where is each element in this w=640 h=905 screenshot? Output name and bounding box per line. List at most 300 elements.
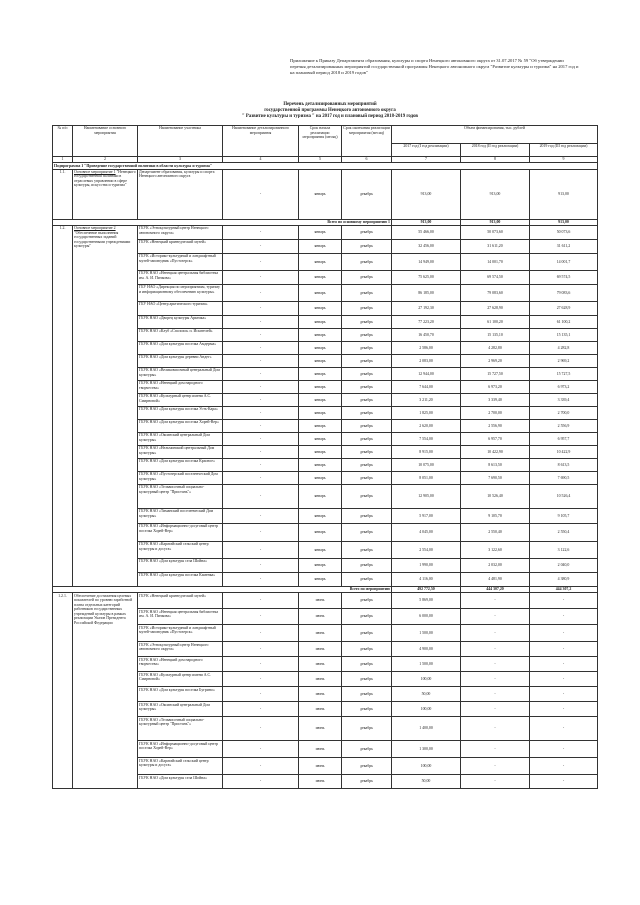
row-v2017: 50,00 (392, 687, 461, 702)
row-end: декабрь (342, 572, 392, 586)
row-description: - (223, 239, 299, 253)
row-start: июнь (299, 657, 342, 672)
row-v2018: 14 001,70 (461, 253, 530, 270)
row-start: январь (299, 380, 342, 393)
row-v2019: 7 690,5 (530, 471, 598, 484)
row-description: - (223, 301, 299, 315)
row-start: январь (299, 315, 342, 328)
row-description: - (223, 687, 299, 702)
row-end: декабрь (342, 406, 392, 419)
row-description: - (223, 253, 299, 270)
row-description: - (223, 328, 299, 341)
row-end: декабрь (342, 270, 392, 284)
row-v2017: 55 466,00 (392, 225, 461, 239)
row-participant: ГБУК НАО «Клуб «Сполохи» п. Искателей» (138, 328, 223, 341)
row-description: - (223, 741, 299, 758)
col-number: 8 (461, 157, 530, 163)
row-participant: ГБУК НАО «Оксинский центральный Дом культуры» (138, 432, 223, 445)
row-v2017: 8 051,00 (392, 471, 461, 484)
row-participant: ГБУК НАО «Дом культуры поселка Усть-Кара» (138, 406, 223, 419)
row-start: январь (299, 253, 342, 270)
total-v2017: 492 772,50 (392, 586, 461, 592)
row-end: декабрь (342, 284, 392, 301)
row-v2019: 10 422,9 (530, 445, 598, 458)
row-start: январь (299, 484, 342, 508)
row-v2019: - (530, 758, 598, 775)
row-start: январь (299, 558, 342, 572)
header-start: Срок начала реализации мероприятия (месяц) (299, 126, 342, 157)
row-end: декабрь (342, 471, 392, 484)
row-participant: ГБУК НАО «Ненецкая центральная библиотека им. А. И. Пичкова» (138, 270, 223, 284)
row-description: - (223, 380, 299, 393)
row-start: июнь (299, 593, 342, 609)
row-v2017: 1 300,00 (392, 741, 461, 758)
row-no: 1.2.1. (53, 593, 73, 789)
row-description: - (223, 445, 299, 458)
row-v2017: 10 075,00 (392, 458, 461, 471)
row-v2018: 7 690,50 (461, 471, 530, 484)
total-v2018: 913,00 (461, 219, 530, 225)
row-description: - (223, 169, 299, 219)
row-v2018: 4 282,80 (461, 341, 530, 354)
row-start: июнь (299, 741, 342, 758)
row-v2019: - (530, 717, 598, 741)
row-v2017: 12 944,00 (392, 367, 461, 380)
total-v2019: 444 307,2 (530, 586, 598, 592)
row-v2017: 16 450,70 (392, 328, 461, 341)
row-start: январь (299, 471, 342, 484)
row-v2017: 75 625,00 (392, 270, 461, 284)
row-v2018: 15 135,10 (461, 328, 530, 341)
row-end: декабрь (342, 419, 392, 432)
header-end: Срок окончания реализации мероприятия (месяц) (342, 126, 392, 157)
row-end: декабрь (342, 239, 392, 253)
row-start: январь (299, 508, 342, 523)
row-v2017: 4 045,00 (392, 523, 461, 541)
row-v2018: 9 105,70 (461, 508, 530, 523)
row-start: январь (299, 328, 342, 341)
row-v2019: - (530, 687, 598, 702)
row-start: январь (299, 445, 342, 458)
row-end: декабрь (342, 341, 392, 354)
row-v2018: 2 032,00 (461, 558, 530, 572)
title-line: " Развитие культуры и туризма " на 2017 год и плановый период 2018-2019 годов (242, 114, 418, 120)
row-v2018: 913,00 (461, 169, 530, 219)
row-start: июнь (299, 775, 342, 789)
row-description: - (223, 341, 299, 354)
title-line: государственной программы Ненецкого автономного округа (264, 108, 396, 114)
row-v2018: - (461, 609, 530, 625)
row-start: июнь (299, 642, 342, 657)
row-v2017: 77 223,20 (392, 315, 461, 328)
row-v2018: 2 550,40 (461, 523, 530, 541)
row-participant: ГБУК НАО «Дом культуры деревни Андег» (138, 354, 223, 367)
row-v2017: 2 554,00 (392, 541, 461, 558)
header-volume: Объем финансирования, тыс. рублей (392, 126, 598, 144)
row-start: январь (299, 393, 342, 406)
row-v2019: 31 611,2 (530, 239, 598, 253)
row-participant: ГБУ НАО «Дирекция по мероприятиям, туризму и информационному обеспечению культуры» (138, 284, 223, 301)
row-participant: ГБУК «Этнокультурный центр Ненецкого автономного округа» (138, 642, 223, 657)
row-start: январь (299, 541, 342, 558)
row-end: декабрь (342, 328, 392, 341)
row-start: июнь (299, 702, 342, 717)
row-description: - (223, 484, 299, 508)
row-name (73, 169, 138, 219)
col-number: 6 (342, 157, 392, 163)
row-description: - (223, 458, 299, 471)
row-description: - (223, 315, 299, 328)
row-v2019: 9 105,7 (530, 508, 598, 523)
row-end: декабрь (342, 354, 392, 367)
row-v2019: - (530, 625, 598, 642)
row-v2019: 913,00 (530, 169, 598, 219)
row-end: декабрь (342, 672, 392, 687)
title-line: Перечень детализированных мероприятий (283, 102, 377, 107)
row-v2019: 4 380,9 (530, 572, 598, 586)
row-participant: ГБУК НАО «Ненецкая центральная библиотека им. А. И. Пичкова» (138, 609, 223, 625)
row-participant: ГБУК «Ненецкий краеведческий музей» (138, 593, 223, 609)
row-v2017: 5 917,00 (392, 508, 461, 523)
col-number: 2 (73, 157, 138, 163)
row-start: июнь (299, 717, 342, 741)
row-participant: ГБУК НАО «Дом культуры села Шойна» (138, 775, 223, 789)
row-participant: ГБУК НАО «Дом культуры поселка Каменка» (138, 572, 223, 586)
row-participant: ГБУ НАО «Центр арктического туризма» (138, 301, 223, 315)
row-v2018: - (461, 672, 530, 687)
row-v2017: 2 620,00 (392, 419, 461, 432)
row-end: декабрь (342, 741, 392, 758)
row-end: декабрь (342, 657, 392, 672)
row-description: - (223, 541, 299, 558)
measures-table (52, 125, 598, 789)
row-v2018: 2 556,90 (461, 419, 530, 432)
row-description: - (223, 523, 299, 541)
row-v2019: - (530, 593, 598, 609)
row-end: декабрь (342, 642, 392, 657)
row-description: - (223, 672, 299, 687)
row-v2019: 2 040,0 (530, 558, 598, 572)
row-start: январь (299, 406, 342, 419)
row-end: декабрь (342, 609, 392, 625)
row-v2018: - (461, 741, 530, 758)
row-no: 1.1. (53, 169, 73, 219)
row-start: январь (299, 367, 342, 380)
header-participant: Наименование участника (138, 126, 223, 157)
row-v2018: 69 574,50 (461, 270, 530, 284)
row-v2019: - (530, 702, 598, 717)
col-number: 1 (53, 157, 73, 163)
row-v2019: 14 001,7 (530, 253, 598, 270)
row-end: декабрь (342, 541, 392, 558)
row-v2018: 10 526,40 (461, 484, 530, 508)
row-v2017: 14 949,00 (392, 253, 461, 270)
row-participant: ГБУК НАО «Дом культуры села Шойна» (138, 558, 223, 572)
row-participant: ГБУК НАО «Дом культуры поселка Красное» (138, 458, 223, 471)
row-end: декабрь (342, 393, 392, 406)
row-name-main: Основное мероприятие 1 (74, 169, 116, 174)
header-row (53, 126, 598, 144)
row-end: декабрь (342, 523, 392, 541)
row-participant: ГБУК НАО «Дом культуры поселка Хорей-Вер» (138, 419, 223, 432)
row-v2019: 2 969,2 (530, 354, 598, 367)
col-number: 7 (392, 157, 461, 163)
row-start: январь (299, 239, 342, 253)
row-no: 1.2. (53, 225, 73, 586)
row-end: декабрь (342, 717, 392, 741)
row-v2019: 4 282,8 (530, 341, 598, 354)
row-participant: ГБУК НАО «Тельвисочный социально-культурный центр "Пристань"» (138, 717, 223, 741)
row-v2017: 1 500,00 (392, 625, 461, 642)
row-end: декабрь (342, 758, 392, 775)
row-v2018: - (461, 593, 530, 609)
row-v2017: 100,00 (392, 702, 461, 717)
row-v2017: 6 000,00 (392, 609, 461, 625)
row-start: январь (299, 341, 342, 354)
row-v2017: 100,00 (392, 758, 461, 775)
row-v2018: 6 973,20 (461, 380, 530, 393)
row-v2019: 79 083,6 (530, 284, 598, 301)
row-end: декабрь (342, 432, 392, 445)
col-number: 9 (530, 157, 598, 163)
row-v2019: 61 100,2 (530, 315, 598, 328)
row-v2018: 15 727,50 (461, 367, 530, 380)
row-v2019: 15 135,1 (530, 328, 598, 341)
row-description: - (223, 225, 299, 239)
row-v2019: 2 700,0 (530, 406, 598, 419)
row-end: декабрь (342, 775, 392, 789)
row-v2018: - (461, 775, 530, 789)
row-end: декабрь (342, 458, 392, 471)
row-v2019: 2 550,4 (530, 523, 598, 541)
row-description: - (223, 432, 299, 445)
row-participant: ГБУК НАО «Информационно-досуговый центр поселка Хорей-Вер» (138, 523, 223, 541)
total-v2019: 913,00 (530, 219, 598, 225)
row-v2019: 15 727,5 (530, 367, 598, 380)
col-number: 5 (299, 157, 342, 163)
row-participant: ГБУК НАО «Дом культуры поселка Амдерма» (138, 341, 223, 354)
row-v2018: 2 969,20 (461, 354, 530, 367)
row-participant: ГБУК НАО «Оксинский центральный Дом культуры» (138, 702, 223, 717)
row-participant: Департамент образования, культуры и спорта Ненецкого автономного округа (138, 169, 223, 219)
row-description: - (223, 354, 299, 367)
row-v2018: 27 628,90 (461, 301, 530, 315)
row-v2017: 7 644,00 (392, 380, 461, 393)
total-v2018: 444 307,20 (461, 586, 530, 592)
header-2018: 2018 год (II год реализации) (461, 144, 530, 157)
row-v2018: 8 613,50 (461, 458, 530, 471)
row-start: январь (299, 432, 342, 445)
row-end: декабрь (342, 225, 392, 239)
row-v2018: - (461, 758, 530, 775)
row-v2017: 4 116,00 (392, 572, 461, 586)
row-v2018: - (461, 717, 530, 741)
row-v2017: 27 192,30 (392, 301, 461, 315)
row-v2017: 86 185,00 (392, 284, 461, 301)
row-v2017: 2 586,00 (392, 341, 461, 354)
row-end: декабрь (342, 367, 392, 380)
row-start: январь (299, 270, 342, 284)
subprogram-title: Подпрограмма 1 "Проведение государственной политики в области культуры и туризма" (53, 163, 598, 169)
row-end: декабрь (342, 169, 392, 219)
table-row (53, 225, 598, 239)
row-description: - (223, 717, 299, 741)
col-number: 4 (223, 157, 299, 163)
row-v2019: 6 957,7 (530, 432, 598, 445)
row-v2018: 61 100,20 (461, 315, 530, 328)
row-participant: ГБУК НАО «Ненецкий дом народного творчества» (138, 657, 223, 672)
row-end: декабрь (342, 687, 392, 702)
row-v2018: 4 481,90 (461, 572, 530, 586)
row-v2019: 6 973,2 (530, 380, 598, 393)
table-row (53, 169, 598, 219)
total-label: Всего по основному мероприятию 1 (53, 219, 392, 225)
row-v2019: 50 073,6 (530, 225, 598, 239)
row-start: июнь (299, 758, 342, 775)
row-v2017: 32 456,00 (392, 239, 461, 253)
row-v2018: 79 083,60 (461, 284, 530, 301)
row-start: январь (299, 523, 342, 541)
row-v2018: 3 122,60 (461, 541, 530, 558)
row-participant: ГБУК НАО «Пустозерский поселенческий Дом культуры» (138, 471, 223, 484)
row-start: январь (299, 225, 342, 239)
row-v2017: 4 900,00 (392, 642, 461, 657)
row-v2019: - (530, 657, 598, 672)
row-v2018: 3 339,40 (461, 393, 530, 406)
row-participant: ГБУК НАО «Тиманский поселенческий Дом культуры» (138, 508, 223, 523)
row-participant: ГБУК НАО «Каратайский сельский центр культуры и досуга» (138, 758, 223, 775)
row-start: январь (299, 301, 342, 315)
row-end: декабрь (342, 315, 392, 328)
row-v2017: 8 915,00 (392, 445, 461, 458)
table-row (53, 593, 598, 609)
row-v2017: 50,00 (392, 775, 461, 789)
row-start: июнь (299, 687, 342, 702)
row-participant: ГБУК НАО «Культурный центр имени А.С. Смирновой» (138, 393, 223, 406)
row-v2018: - (461, 625, 530, 642)
row-description: - (223, 702, 299, 717)
header-2017: 2017 год (I год реализации) (392, 144, 461, 157)
row-v2018: - (461, 702, 530, 717)
row-participant: ГБУК НАО «Информационно-досуговый центр поселка Хорей-Вер» (138, 741, 223, 758)
row-v2019: - (530, 741, 598, 758)
row-participant: ГБУК «Историко-культурный и ландшафтный музей-заповедник «Пустозерск» (138, 253, 223, 270)
row-v2019: - (530, 775, 598, 789)
row-description: - (223, 758, 299, 775)
row-description: - (223, 642, 299, 657)
row-v2019: 10 526,4 (530, 484, 598, 508)
row-end: декабрь (342, 625, 392, 642)
row-v2019: - (530, 609, 598, 625)
row-v2018: 31 611,20 (461, 239, 530, 253)
row-v2019: 2 556,9 (530, 419, 598, 432)
row-description: - (223, 625, 299, 642)
row-end: декабрь (342, 508, 392, 523)
row-start: январь (299, 284, 342, 301)
row-v2017: 1 990,00 (392, 558, 461, 572)
row-name-text: "Обеспечение выполнения государственных заданий государственными учреждениями культуры" (74, 230, 131, 249)
row-start: январь (299, 458, 342, 471)
row-participant: ГБУК «Этнокультурный центр Ненецкого автономного округа» (138, 225, 223, 239)
row-description: - (223, 367, 299, 380)
row-v2017: 7 554,00 (392, 432, 461, 445)
row-start: январь (299, 354, 342, 367)
total-label: Всего по мероприятию (53, 586, 392, 592)
row-v2019: - (530, 672, 598, 687)
row-start: июнь (299, 672, 342, 687)
header-no: № п/п (53, 126, 73, 157)
row-v2017: 100,00 (392, 672, 461, 687)
row-description: - (223, 419, 299, 432)
row-v2019: 69 574,5 (530, 270, 598, 284)
row-participant: ГБУК НАО «Дворец культуры Арктика» (138, 315, 223, 328)
total-v2017: 913,00 (392, 219, 461, 225)
row-end: декабрь (342, 702, 392, 717)
row-v2019: 3 122,6 (530, 541, 598, 558)
document-title (140, 102, 520, 121)
row-name-main: Основное мероприятие 2 (74, 226, 116, 231)
row-start: январь (299, 419, 342, 432)
col-number: 3 (138, 157, 223, 163)
row-participant: ГБУК НАО «Великовисочный центральный Дом культуры» (138, 367, 223, 380)
row-description: - (223, 775, 299, 789)
row-start: январь (299, 169, 342, 219)
row-end: декабрь (342, 558, 392, 572)
header-description: Наименование детализированного мероприятия (223, 126, 299, 157)
approval-note: Приложение к Приказу Департамента образования, культуры и спорта Ненецкого автономного округа от 31.07.2017 № 59 "Об утверждении перечня детализированных мероприятий государственной программы Ненецкого автономного округа "Развитие культуры и туризма" на 2017 год и на плановый период 2018 и 2019 годов" (290, 58, 579, 76)
row-v2017: 913,00 (392, 169, 461, 219)
row-participant: ГБУК НАО «Дом культуры поселка Бугрино» (138, 687, 223, 702)
row-description: - (223, 593, 299, 609)
row-description: - (223, 572, 299, 586)
row-name-text: "Ненецкого государственной политики в отраслевых управлении в сфере культуры, искусства и туризма" (74, 169, 136, 188)
row-name (73, 225, 138, 586)
row-name: Обеспечение достижения целевых показателей по уровню заработной платы отдельных категорий работников государственных учреждений культуры в рамках реализации Указов Президента Российской Федерации (73, 593, 138, 789)
row-start: июнь (299, 625, 342, 642)
row-v2018: 10 422,90 (461, 445, 530, 458)
row-participant: ГБУК «Историко-культурный и ландшафтный музей-заповедник «Пустозерск» (138, 625, 223, 642)
row-v2019: 3 339,4 (530, 393, 598, 406)
row-v2018: - (461, 642, 530, 657)
row-end: декабрь (342, 301, 392, 315)
row-v2018: 6 957,70 (461, 432, 530, 445)
row-participant: ГБУК НАО «Каратайский сельский центр культуры и досуга» (138, 541, 223, 558)
row-description: - (223, 393, 299, 406)
row-v2017: 1 500,00 (392, 657, 461, 672)
row-description: - (223, 657, 299, 672)
row-participant: ГБУК НАО «Ненецкий дом народного творчества» (138, 380, 223, 393)
row-participant: ГБУК НАО «Культурный центр имени А.С. Смирновой» (138, 672, 223, 687)
row-v2017: 1 400,00 (392, 717, 461, 741)
row-v2019: 27 628,9 (530, 301, 598, 315)
row-v2017: 3 211,20 (392, 393, 461, 406)
header-2019: 2019 год (III год реализации) (530, 144, 598, 157)
row-v2018: 50 073,60 (461, 225, 530, 239)
row-v2017: 5 869,00 (392, 593, 461, 609)
row-v2019: - (530, 642, 598, 657)
row-start: январь (299, 572, 342, 586)
row-v2018: - (461, 657, 530, 672)
row-description: - (223, 284, 299, 301)
row-description: - (223, 471, 299, 484)
row-end: декабрь (342, 484, 392, 508)
row-description: - (223, 609, 299, 625)
row-description: - (223, 508, 299, 523)
row-description: - (223, 558, 299, 572)
header-name: Наименование основного мероприятия (73, 126, 138, 157)
row-start: июнь (299, 609, 342, 625)
row-v2019: 8 613,5 (530, 458, 598, 471)
